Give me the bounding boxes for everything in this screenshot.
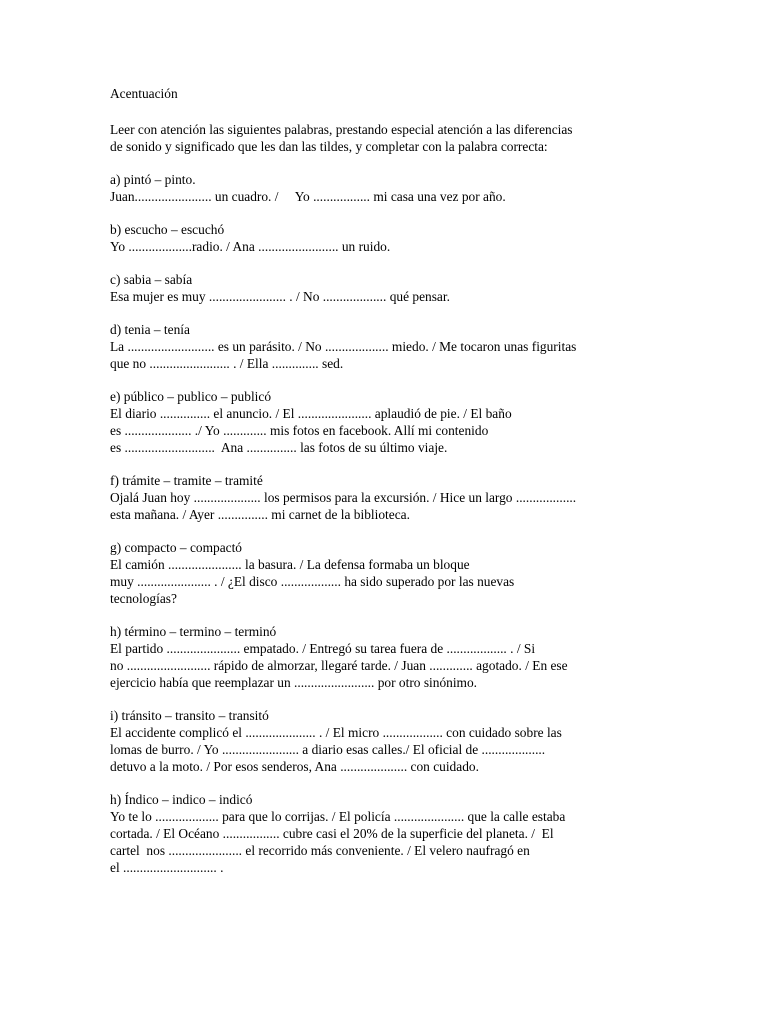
exercise-block	[110, 221, 670, 255]
exercise-block	[110, 321, 670, 372]
document-page	[110, 85, 670, 892]
exercise-text-line: El accidente complicó el ..................... . / El micro .................. con cuidado sobre las	[110, 725, 562, 740]
exercise-heading: c) sabia – sabía	[110, 272, 193, 287]
exercise-heading: h) término – termino – terminó	[110, 624, 277, 639]
exercise-text-line: detuvo a la moto. / Por esos senderos, Ana .................... con cuidado.	[110, 759, 479, 774]
exercise-text-line: que no ........................ . / Ella .............. sed.	[110, 356, 344, 371]
exercise-text-line: es ........................... Ana ............... las fotos de su último viaje.	[110, 440, 448, 455]
exercise-block	[110, 539, 670, 607]
exercise-block	[110, 271, 670, 305]
exercise-text-line: El camión ...................... la basura. / La defensa formaba un bloque	[110, 557, 470, 572]
exercise-text-line: El diario ............... el anuncio. / El ...................... aplaudió de pie. / El baño	[110, 406, 512, 421]
exercise-block	[110, 791, 670, 876]
exercise-text-line: cartel nos ...................... el recorrido más conveniente. / El velero naufragó en	[110, 843, 530, 858]
exercise-text-line: La .......................... es un parásito. / No ................... miedo. / Me tocaron unas figuritas	[110, 339, 577, 354]
exercise-text-line: ejercicio había que reemplazar un ........................ por otro sinónimo.	[110, 675, 478, 690]
instructions-paragraph	[110, 121, 670, 155]
exercise-text-line: tecnologías?	[110, 591, 177, 606]
exercise-text-line: lomas de burro. / Yo ....................... a diario esas calles./ El oficial de ...................	[110, 742, 546, 757]
exercise-block	[110, 707, 670, 775]
instructions-line: de sonido y significado que les dan las tildes, y completar con la palabra correcta:	[110, 139, 548, 154]
exercise-list	[110, 171, 670, 876]
exercise-text-line: esta mañana. / Ayer ............... mi carnet de la biblioteca.	[110, 507, 410, 522]
exercise-text-line: cortada. / El Océano ................. cubre casi el 20% de la superficie del planeta. / El	[110, 826, 554, 841]
exercise-heading: h) Índico – indico – indicó	[110, 792, 253, 807]
instructions-line: Leer con atención las siguientes palabras, prestando especial atención a las diferencias	[110, 122, 573, 137]
exercise-heading: g) compacto – compactó	[110, 540, 242, 555]
exercise-text-line: Ojalá Juan hoy .................... los permisos para la excursión. / Hice un largo ..................	[110, 490, 577, 505]
exercise-block	[110, 388, 670, 456]
exercise-heading: f) trámite – tramite – tramité	[110, 473, 263, 488]
exercise-heading: a) pintó – pinto.	[110, 172, 196, 187]
page-title: Acentuación	[110, 86, 178, 101]
exercise-heading: b) escucho – escuchó	[110, 222, 225, 237]
exercise-text-line: Esa mujer es muy ....................... . / No ................... qué pensar.	[110, 289, 450, 304]
exercise-text-line: El partido ...................... empatado. / Entregó su tarea fuera de .................. . / Si	[110, 641, 536, 656]
exercise-heading: i) tránsito – transito – transitó	[110, 708, 269, 723]
exercise-block	[110, 171, 670, 205]
exercise-heading: e) público – publico – publicó	[110, 389, 272, 404]
exercise-text-line: Yo ...................radio. / Ana ........................ un ruido.	[110, 239, 391, 254]
exercise-heading: d) tenia – tenía	[110, 322, 190, 337]
exercise-text-line: Juan....................... un cuadro. / Yo ................. mi casa una vez por año.	[110, 189, 506, 204]
exercise-text-line: muy ...................... . / ¿El disco .................. ha sido superado por las nuevas	[110, 574, 515, 589]
exercise-block	[110, 623, 670, 691]
exercise-text-line: es .................... ./ Yo ............. mis fotos en facebook. Allí mi contenido	[110, 423, 489, 438]
exercise-text-line: Yo te lo ................... para que lo corrijas. / El policía ..................... que la calle estaba	[110, 809, 566, 824]
exercise-text-line: no ......................... rápido de almorzar, llegaré tarde. / Juan ............. agotado. / En ese	[110, 658, 568, 673]
exercise-block	[110, 472, 670, 523]
exercise-text-line: el ............................ .	[110, 860, 224, 875]
